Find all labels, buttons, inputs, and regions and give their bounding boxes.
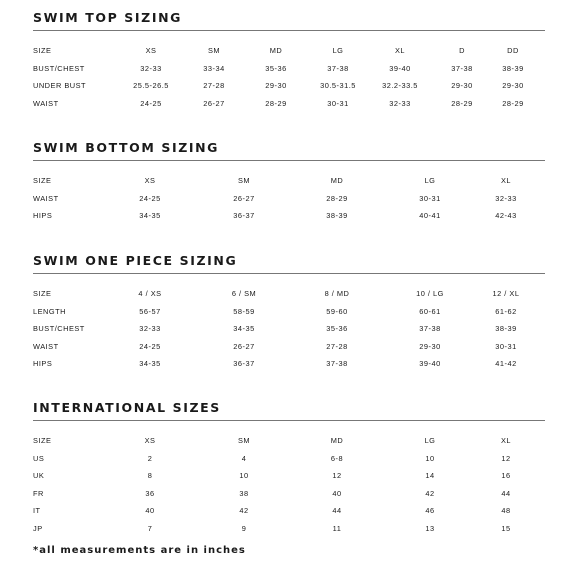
size-header-cell: LG <box>332 46 344 56</box>
size-header-cell: XL <box>394 46 406 56</box>
table-cell: 44 <box>332 506 342 516</box>
size-header-cell: D <box>459 46 465 56</box>
size-header-cell: MD <box>330 436 344 446</box>
table-cell: 27-28 <box>203 81 225 91</box>
size-header-cell: 10 / LG <box>416 289 444 299</box>
size-header-cell: MD <box>330 176 344 186</box>
table-cell: 27-28 <box>326 341 348 351</box>
table-cell: 24-25 <box>139 341 161 351</box>
table-cell: 14 <box>425 471 435 481</box>
table-cell: 39-40 <box>389 63 411 73</box>
table-row <box>33 502 535 520</box>
section-divider <box>33 30 545 31</box>
table-cell: 37-38 <box>419 324 441 334</box>
size-header-cell: XS <box>145 46 157 56</box>
row-label: BUST/CHEST <box>33 324 85 334</box>
size-header-cell: 12 / XL <box>492 289 520 299</box>
row-label: WAIST <box>33 193 59 203</box>
table-cell: 4 <box>241 453 247 463</box>
table-cell: 37-38 <box>451 63 473 73</box>
table-cell: 29-30 <box>502 81 524 91</box>
table-cell: 34-35 <box>139 359 161 369</box>
table-cell: 36-37 <box>233 359 255 369</box>
table-cell: 24-25 <box>139 193 161 203</box>
table-cell: 15 <box>501 523 511 533</box>
table-row <box>33 303 535 321</box>
table-cell: 12 <box>501 453 511 463</box>
size-header-cell: XS <box>144 436 156 446</box>
table-cell: 32-33 <box>495 193 517 203</box>
table-cell: 25.5-26.5 <box>133 81 169 91</box>
size-header-cell: XL <box>500 176 512 186</box>
table-cell: 29-30 <box>451 81 473 91</box>
size-table <box>33 42 533 112</box>
table-cell: 42 <box>239 506 249 516</box>
size-header-cell: 4 / XS <box>138 289 162 299</box>
table-row <box>33 485 535 503</box>
row-label: HIPS <box>33 211 53 221</box>
size-header-cell: XL <box>500 436 512 446</box>
table-row <box>33 467 535 485</box>
row-label: JP <box>33 523 43 533</box>
table-cell: 32.2-33.5 <box>382 81 418 91</box>
section-divider <box>33 160 545 161</box>
table-cell: 35-36 <box>326 324 348 334</box>
size-header-cell: SM <box>207 46 221 56</box>
size-table <box>33 432 535 537</box>
table-cell: 30-31 <box>495 341 517 351</box>
table-cell: 40 <box>332 488 342 498</box>
swim-one-piece-section <box>33 253 545 373</box>
table-row <box>33 207 535 225</box>
row-label: WAIST <box>33 341 59 351</box>
size-header-cell: 8 / MD <box>324 289 350 299</box>
section-title: SWIM TOP SIZING <box>33 10 182 25</box>
table-cell: 28-29 <box>451 98 473 108</box>
table-cell: 60-61 <box>419 306 441 316</box>
table-cell: 29-30 <box>419 341 441 351</box>
table-cell: 34-35 <box>139 211 161 221</box>
table-row <box>33 77 533 95</box>
table-cell: 24-25 <box>140 98 162 108</box>
table-cell: 26-27 <box>233 341 255 351</box>
size-header-cell: DD <box>507 46 519 56</box>
table-cell: 40-41 <box>419 211 441 221</box>
table-header-row <box>33 432 535 450</box>
table-cell: 38 <box>239 488 249 498</box>
table-cell: 11 <box>332 523 342 533</box>
row-label: FR <box>33 488 44 498</box>
table-cell: 7 <box>147 523 153 533</box>
size-table <box>33 285 535 373</box>
row-label: US <box>33 453 45 463</box>
table-cell: 61-62 <box>495 306 517 316</box>
table-cell: 38-39 <box>326 211 348 221</box>
row-label: BUST/CHEST <box>33 63 85 73</box>
table-cell: 37-38 <box>327 63 349 73</box>
row-label: SIZE <box>33 176 52 186</box>
table-cell: 46 <box>425 506 435 516</box>
table-cell: 56-57 <box>139 306 161 316</box>
table-cell: 10 <box>425 453 435 463</box>
table-cell: 29-30 <box>265 81 287 91</box>
row-label: IT <box>33 506 41 516</box>
size-table <box>33 172 535 225</box>
table-cell: 58-59 <box>233 306 255 316</box>
row-label: WAIST <box>33 98 59 108</box>
row-label: SIZE <box>33 436 52 446</box>
table-cell: 40 <box>145 506 155 516</box>
size-header-cell: LG <box>424 436 436 446</box>
table-cell: 32-33 <box>140 63 162 73</box>
table-row <box>33 450 535 468</box>
table-cell: 36 <box>145 488 155 498</box>
row-label: HIPS <box>33 359 53 369</box>
table-cell: 34-35 <box>233 324 255 334</box>
size-header-cell: MD <box>269 46 283 56</box>
row-label: SIZE <box>33 289 52 299</box>
table-cell: 48 <box>501 506 511 516</box>
table-header-row <box>33 42 533 60</box>
international-section <box>33 400 545 537</box>
table-cell: 6-8 <box>330 453 344 463</box>
table-cell: 32-33 <box>389 98 411 108</box>
table-row <box>33 60 533 78</box>
table-cell: 33-34 <box>203 63 225 73</box>
table-cell: 41-42 <box>495 359 517 369</box>
table-cell: 28-29 <box>265 98 287 108</box>
table-cell: 16 <box>501 471 511 481</box>
row-label: UK <box>33 471 45 481</box>
row-label: LENGTH <box>33 306 66 316</box>
table-cell: 10 <box>239 471 249 481</box>
table-cell: 32-33 <box>139 324 161 334</box>
table-row <box>33 95 533 113</box>
row-label: SIZE <box>33 46 52 56</box>
table-row <box>33 338 535 356</box>
section-title: INTERNATIONAL SIZES <box>33 400 221 415</box>
table-cell: 13 <box>425 523 435 533</box>
table-cell: 30-31 <box>327 98 349 108</box>
measurement-footnote: *all measurements are in inches <box>33 545 246 556</box>
table-cell: 59-60 <box>326 306 348 316</box>
table-row <box>33 355 535 373</box>
table-header-row <box>33 172 535 190</box>
table-cell: 30-31 <box>419 193 441 203</box>
section-title: SWIM ONE PIECE SIZING <box>33 253 238 268</box>
swim-bottom-section <box>33 140 545 225</box>
size-header-cell: XS <box>144 176 156 186</box>
table-cell: 8 <box>147 471 153 481</box>
section-title: SWIM BOTTOM SIZING <box>33 140 220 155</box>
table-cell: 38-39 <box>502 63 524 73</box>
table-cell: 38-39 <box>495 324 517 334</box>
section-divider <box>33 273 545 274</box>
table-cell: 2 <box>147 453 153 463</box>
table-row <box>33 320 535 338</box>
table-cell: 36-37 <box>233 211 255 221</box>
table-cell: 42-43 <box>495 211 517 221</box>
table-cell: 30.5-31.5 <box>320 81 356 91</box>
table-cell: 28-29 <box>502 98 524 108</box>
table-cell: 26-27 <box>203 98 225 108</box>
table-cell: 35-36 <box>265 63 287 73</box>
table-cell: 9 <box>241 523 247 533</box>
table-cell: 37-38 <box>326 359 348 369</box>
size-header-cell: 6 / SM <box>231 289 257 299</box>
table-header-row <box>33 285 535 303</box>
table-row <box>33 190 535 208</box>
table-cell: 44 <box>501 488 511 498</box>
table-cell: 39-40 <box>419 359 441 369</box>
size-header-cell: SM <box>237 176 251 186</box>
table-cell: 26-27 <box>233 193 255 203</box>
table-cell: 42 <box>425 488 435 498</box>
row-label: UNDER BUST <box>33 81 87 91</box>
size-header-cell: SM <box>237 436 251 446</box>
section-divider <box>33 420 545 421</box>
swim-top-section <box>33 10 545 112</box>
size-header-cell: LG <box>424 176 436 186</box>
table-row <box>33 520 535 538</box>
table-cell: 28-29 <box>326 193 348 203</box>
table-cell: 12 <box>332 471 342 481</box>
